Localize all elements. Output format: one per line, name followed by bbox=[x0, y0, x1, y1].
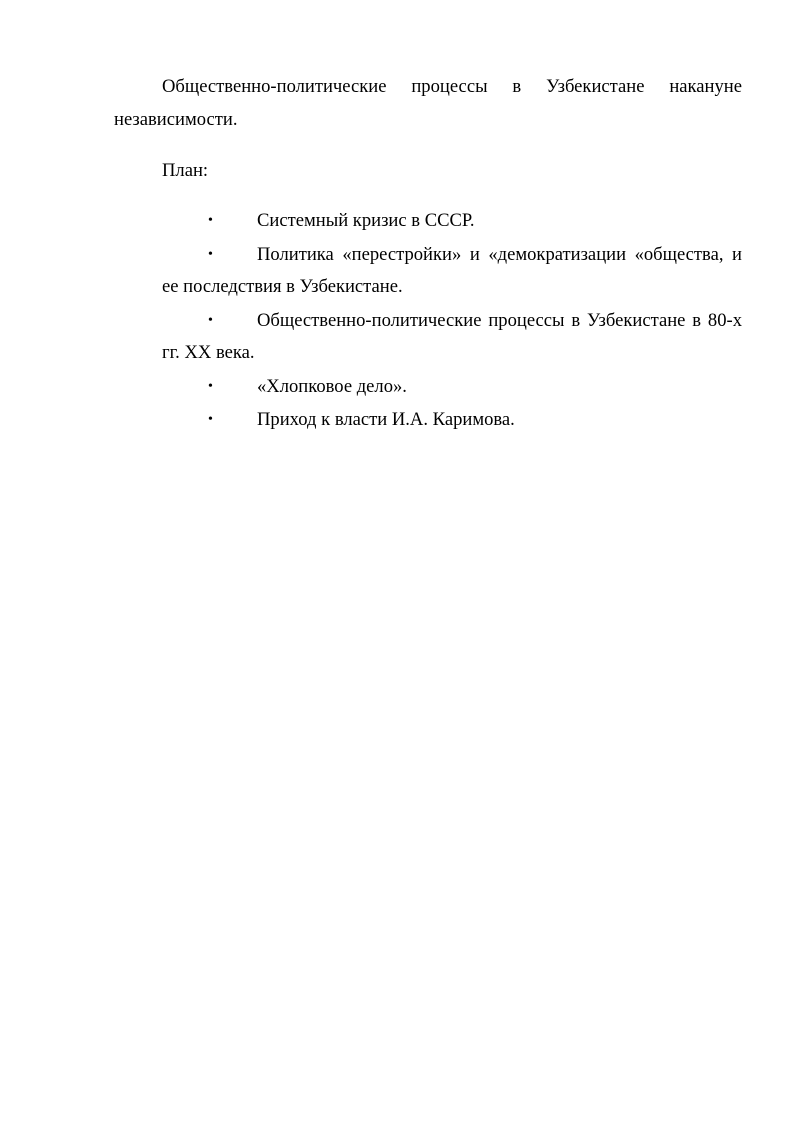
plan-item-2 bbox=[162, 239, 742, 304]
bullet-icon: • bbox=[208, 213, 213, 228]
bullet-icon: • bbox=[208, 312, 213, 328]
plan-item-4 bbox=[162, 371, 742, 404]
bullet-icon: • bbox=[208, 246, 213, 262]
plan-item-text: «Хлопковое дело». bbox=[257, 375, 407, 397]
plan-item-3 bbox=[162, 305, 742, 370]
plan-item-1 bbox=[162, 205, 742, 238]
bullet-icon: • bbox=[208, 378, 213, 394]
bullet-icon: • bbox=[208, 412, 213, 427]
plan-item-text: Приход к власти И.А. Каримова. bbox=[257, 409, 515, 430]
plan-item-text: Политика «перестройки» и «демократизации «общества, и ее последствия в Узбекистане. bbox=[162, 243, 742, 297]
plan-heading: План: bbox=[162, 160, 209, 181]
document-title: Общественно-политические процессы в Узбекистане накануне независимости. bbox=[114, 76, 742, 130]
plan-item-text: Общественно-политические процессы в Узбекистане в 80-х гг. XX века. bbox=[162, 309, 742, 363]
plan-list bbox=[162, 205, 742, 438]
plan-item-text: Системный кризис в СССР. bbox=[257, 210, 475, 231]
plan-item-5 bbox=[162, 404, 742, 437]
